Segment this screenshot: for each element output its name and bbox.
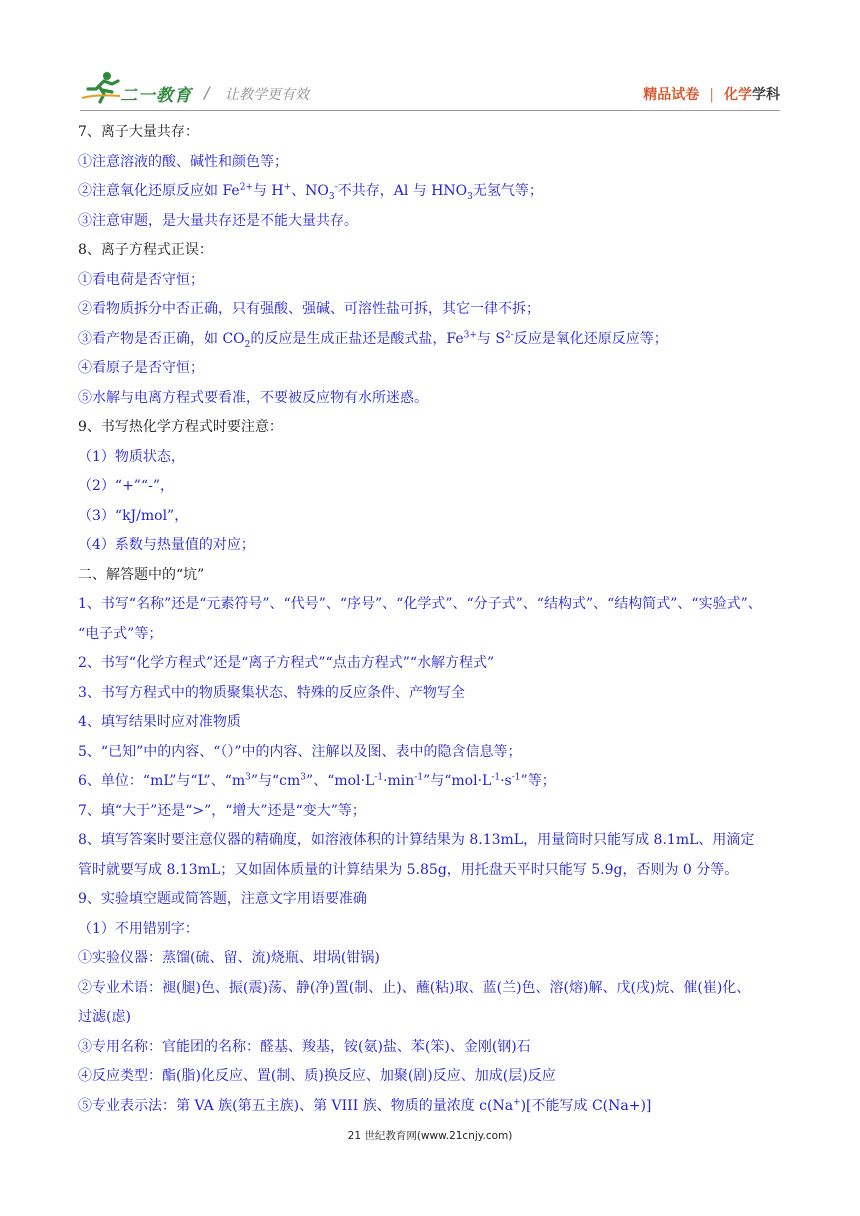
body-line: 8、填写答案时要注意仪器的精确度，如溶液体积的计算结果为 8.13mL，用量筒时只能写成 8.1mL、用滴定 xyxy=(78,832,755,848)
body-line: ④看原子是否守恒； xyxy=(78,360,204,376)
body-line: ②注意氧化还原反应如 $Fe^{2+}$与 H+、$NO_3^-$不共存，Al 与 $HNO_3$无氢气等； xyxy=(78,182,543,202)
body-line: ③注意审题，是大量共存还是不能大量共存。 xyxy=(78,212,358,229)
header-divider: | xyxy=(709,87,714,103)
body-line: 管时就要写成 8.13mL；又如固体质量的计算结果为 5.85g，用托盘天平时只能写 5.9g，否则为 0 分等。 xyxy=(78,861,739,878)
body-line: 5、“已知”中的内容、“（）”中的内容、注解以及图、表中的隐含信息等； xyxy=(78,743,522,760)
body-line: 过滤(虑) xyxy=(78,1009,131,1025)
body-line: （3）“kJ/mol”， xyxy=(78,507,189,524)
body-line: ③专用名称：官能团的名称：醛基、羧基，铵(氨)盐、苯(笨)、金刚(钢)石 xyxy=(78,1038,531,1055)
brand-name: 二一教育 xyxy=(120,86,192,106)
body-line: （1）不用错别字： xyxy=(78,920,199,937)
header-rule xyxy=(80,110,780,111)
body-line: （2）“+”“-”， xyxy=(78,478,174,494)
body-line: ②看物质拆分中否正确，只有强酸、强碱、可溶性盐可拆，其它一律不拆； xyxy=(78,301,540,317)
page-header xyxy=(0,0,860,115)
body-line: “电子式”等； xyxy=(78,625,163,642)
body-line: 2、书写“化学方程式”还是“离子方程式”“点击方程式”“水解方程式” xyxy=(78,655,495,671)
header-right-label xyxy=(643,84,780,104)
body-line: 1、书写“名称”还是“元素符号”、“代号”、“序号”、“化学式”、“分子式”、“结构式”、“结构简式”、“实验式”、 xyxy=(78,596,762,612)
section-heading: 9、书写热化学方程式时要注意： xyxy=(78,419,283,435)
page-footer: 21 世纪教育网(www.21cnjy.com) xyxy=(347,1130,513,1142)
body-line: ①看电荷是否守恒； xyxy=(78,271,204,288)
body-line: 3、书写方程式中的物质聚集状态、特殊的反应条件、产物写全 xyxy=(78,684,465,701)
body-line: ④反应类型：酯(脂)化反应、置(制、质)换反应、加聚(剧)反应、加成(层)反应 xyxy=(78,1068,556,1084)
body-line: 4、填写结果时应对准物质 xyxy=(78,714,241,730)
paper-type-label: 精品试卷 xyxy=(643,87,700,103)
body-line: 6、单位：“mL”与“L”、“$m^3$”与“$cm^3$”、“$mol\cdot L^{-1}\cdot\min^{-1}$”与“$mol\cdot L^{-1}\cdot s^{-1}$”等； xyxy=(78,772,556,789)
body-line: ⑤专业表示法：第 VA 族(第五主族)、第 VIII 族、物质的量浓度 c(Na+)[不能写成 C(Na+)] xyxy=(78,1096,652,1114)
brand-slogan: 让教学更有效 xyxy=(225,87,309,103)
brand-separator: / xyxy=(204,83,210,102)
body-line: （1）物质状态， xyxy=(78,448,185,465)
body-line: ③看产物是否正确，如 $CO_2$的反应是生成正盐还是酸式盐，$Fe^{3+}$与 $S^{2-}$反应是氧化还原反应等； xyxy=(78,329,668,350)
body-line: ②专业术语：褪(腿)色、振(震)荡、静(净)置(制、止)、蘸(粘)取、蓝(兰)色、溶(熔)解、戊(戌)烷、催(崔)化、 xyxy=(78,979,751,996)
section-heading: 8、离子方程式正误： xyxy=(78,242,213,258)
runner-logo-icon xyxy=(80,70,122,104)
subject-key: 化学 xyxy=(724,87,752,103)
body-line: ⑤水解与电离方程式要看准，不要被反应物有水所迷惑。 xyxy=(78,389,428,406)
document-body xyxy=(78,118,788,1121)
body-line: ①注意溶液的酸、碱性和颜色等； xyxy=(78,153,288,170)
section-heading: 7、离子大量共存： xyxy=(78,124,199,140)
body-line: ①实验仪器：蒸馏(硫、留、流)烧瓶、坩埚(钳锅) xyxy=(78,950,380,966)
body-line: （4）系数与热量值的对应； xyxy=(78,537,255,553)
section-heading: 二、解答题中的“坑” xyxy=(78,566,205,583)
subject-suffix: 学科 xyxy=(752,87,780,103)
body-line: 7、填“大于”还是“>”，“增大”还是“变大”等； xyxy=(78,802,366,819)
body-line: 9、实验填空题或简答题，注意文字用语要准确 xyxy=(78,891,367,907)
